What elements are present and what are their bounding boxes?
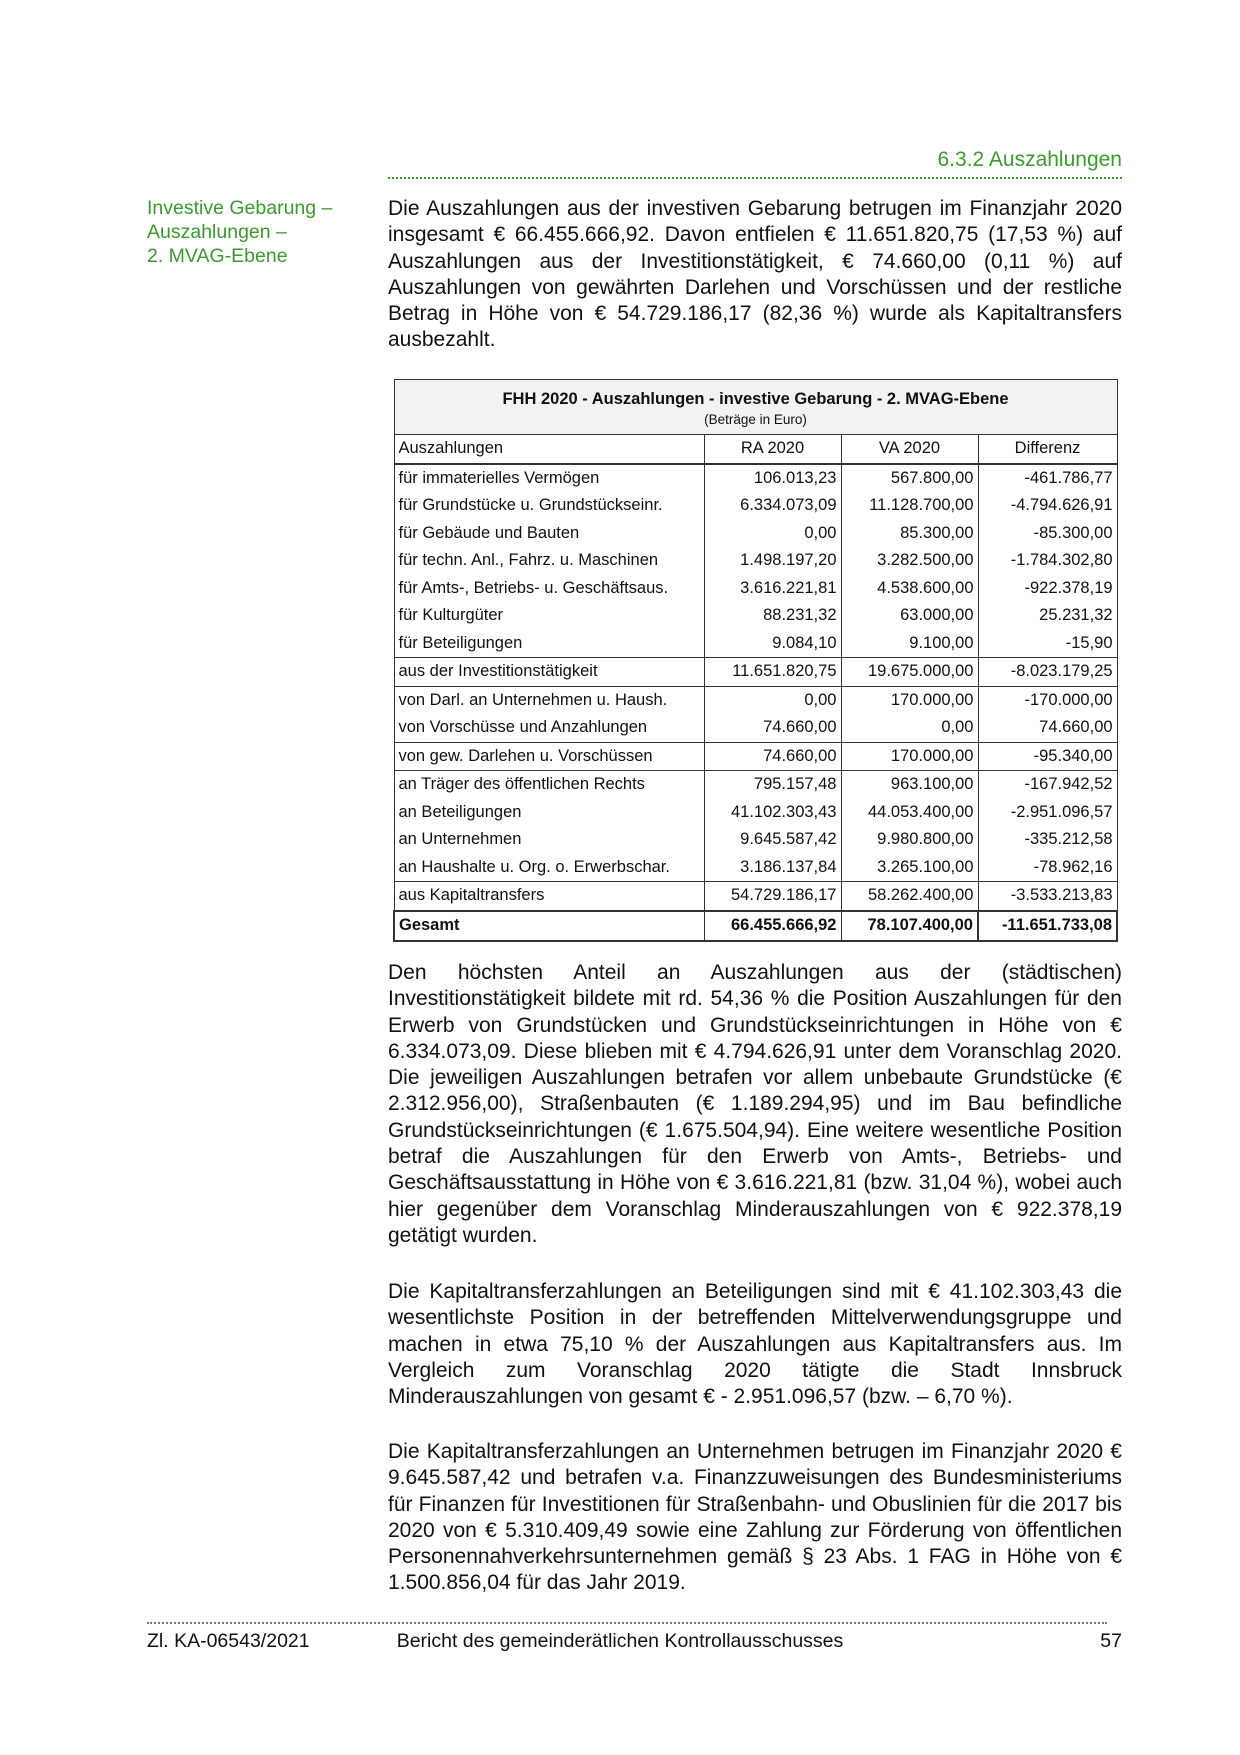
row-label: für Kulturgüter bbox=[394, 602, 704, 630]
cell-ra-2020: 41.102.303,43 bbox=[704, 799, 841, 827]
table-body bbox=[394, 464, 1117, 941]
table-row bbox=[394, 575, 1117, 603]
row-label: für techn. Anl., Fahrz. u. Maschinen bbox=[394, 547, 704, 575]
finance-table-container bbox=[393, 379, 1116, 942]
cell-va-2020: 78.107.400,00 bbox=[841, 911, 978, 941]
cell-va-2020: 3.282.500,00 bbox=[841, 547, 978, 575]
table-row bbox=[394, 464, 1117, 493]
row-label: für Beteiligungen bbox=[394, 630, 704, 658]
cell-difference: -95.340,00 bbox=[978, 742, 1117, 771]
table-row bbox=[394, 492, 1117, 520]
row-label: Gesamt bbox=[394, 911, 704, 941]
cell-va-2020: 170.000,00 bbox=[841, 686, 978, 714]
cell-va-2020: 3.265.100,00 bbox=[841, 854, 978, 882]
cell-va-2020: 63.000,00 bbox=[841, 602, 978, 630]
row-label: an Träger des öffentlichen Rechts bbox=[394, 771, 704, 799]
cell-va-2020: 9.980.800,00 bbox=[841, 826, 978, 854]
cell-ra-2020: 9.645.587,42 bbox=[704, 826, 841, 854]
cell-ra-2020: 795.157,48 bbox=[704, 771, 841, 799]
cell-ra-2020: 66.455.666,92 bbox=[704, 911, 841, 941]
paragraph-participations: Die Kapitaltransferzahlungen an Beteiligungen sind mit € 41.102.303,43 die wesentlichste Position in der betreffenden Mittelverwendungsgruppe und machen in etwa 75,10 % der Auszahlungen aus Kapitaltransfers aus. Im Vergleich zum Voranschlag 2020 tätigte die Stadt Innsbruck Minderauszahlungen von gesamt € - 2.951.096,57 (bzw. – 6,70 %). bbox=[388, 1280, 1122, 1409]
margin-note-line-2: Auszahlungen – bbox=[147, 221, 287, 243]
table-row bbox=[394, 799, 1117, 827]
table-row bbox=[394, 547, 1117, 575]
cell-ra-2020: 74.660,00 bbox=[704, 742, 841, 771]
cell-ra-2020: 3.616.221,81 bbox=[704, 575, 841, 603]
column-header-va: VA 2020 bbox=[841, 435, 978, 464]
cell-va-2020: 567.800,00 bbox=[841, 464, 978, 493]
finance-table bbox=[393, 379, 1118, 942]
footer-reference: Zl. KA-06543/2021 bbox=[147, 1630, 310, 1652]
heading-divider bbox=[388, 177, 1122, 179]
cell-va-2020: 44.053.400,00 bbox=[841, 799, 978, 827]
cell-va-2020: 4.538.600,00 bbox=[841, 575, 978, 603]
margin-note-line-1: Investive Gebarung – bbox=[147, 197, 333, 219]
page-number: 57 bbox=[1100, 1630, 1122, 1652]
cell-va-2020: 19.675.000,00 bbox=[841, 658, 978, 687]
cell-difference: 25.231,32 bbox=[978, 602, 1117, 630]
cell-ra-2020: 1.498.197,20 bbox=[704, 547, 841, 575]
cell-ra-2020: 9.084,10 bbox=[704, 630, 841, 658]
cell-ra-2020: 0,00 bbox=[704, 520, 841, 548]
cell-va-2020: 963.100,00 bbox=[841, 771, 978, 799]
row-label: für Amts-, Betriebs- u. Geschäftsaus. bbox=[394, 575, 704, 603]
cell-difference: -3.533.213,83 bbox=[978, 882, 1117, 911]
cell-difference: -335.212,58 bbox=[978, 826, 1117, 854]
cell-ra-2020: 6.334.073,09 bbox=[704, 492, 841, 520]
column-header-label: Auszahlungen bbox=[394, 435, 704, 464]
table-subtotal-row bbox=[394, 882, 1117, 911]
cell-ra-2020: 88.231,32 bbox=[704, 602, 841, 630]
row-label: für immaterielles Vermögen bbox=[394, 464, 704, 493]
row-label: von Darl. an Unternehmen u. Haush. bbox=[394, 686, 704, 714]
table-subtitle: (Beträge in Euro) bbox=[704, 412, 807, 427]
row-label: an Beteiligungen bbox=[394, 799, 704, 827]
paragraph-investment: Den höchsten Anteil an Auszahlungen aus der (städtischen) Investitionstätigkeit bildete mit rd. 54,36 % die Position Auszahlungen für den Erwerb von Grundstücken und Grundstückseinrichtungen in Höhe von € 6.334.073,09. Diese blieben mit € 4.794.626,91 unter dem Voranschlag 2020. Die jeweiligen Auszahlungen betrafen vor allem unbebaute Grundstücke (€ 2.312.956,00), Straßenbauten (€ 1.189.294,95) und im Bau befindliche Grundstückseinrichtungen (€ 1.675.504,94). Eine weitere wesentliche Position betraf die Auszahlungen für den Erwerb von Amts-, Betriebs- und Geschäftsausstattung in Höhe von € 3.616.221,81 (bzw. 31,04 %), wobei auch hier gegenüber dem Voranschlag Minderauszahlungen von € 922.378,19 getätigt wurden. bbox=[388, 961, 1122, 1247]
row-label: an Unternehmen bbox=[394, 826, 704, 854]
column-header-ra: RA 2020 bbox=[704, 435, 841, 464]
cell-difference: -4.794.626,91 bbox=[978, 492, 1117, 520]
table-row bbox=[394, 520, 1117, 548]
row-label: für Gebäude und Bauten bbox=[394, 520, 704, 548]
cell-va-2020: 170.000,00 bbox=[841, 742, 978, 771]
row-label: von Vorschüsse und Anzahlungen bbox=[394, 714, 704, 742]
paragraph-enterprises: Die Kapitaltransferzahlungen an Unternehmen betrugen im Finanzjahr 2020 € 9.645.587,42 und betrafen v.a. Finanzzuweisungen des Bundesministeriums für Finanzen für Investitionen für Straßenbahn- und Obuslinien für die 2017 bis 2020 von € 5.310.409,49 sowie eine Zahlung zur Förderung von öffentlichen Personennahverkehrsunternehmen gemäß § 23 Abs. 1 FAG in Höhe von € 1.500.856,04 für das Jahr 2019. bbox=[388, 1440, 1122, 1595]
column-header-diff: Differenz bbox=[978, 435, 1117, 464]
cell-ra-2020: 54.729.186,17 bbox=[704, 882, 841, 911]
margin-note bbox=[147, 196, 377, 268]
paragraph-intro: Die Auszahlungen aus der investiven Gebarung betrugen im Finanzjahr 2020 insgesamt € 66.455.666,92. Davon entfielen € 11.651.820,75 (17,53 %) auf Auszahlungen aus der Investitionstätigkeit, € 74.660,00 (0,11 %) auf Auszahlungen von gewährten Darlehen und Vorschüssen und der restliche Betrag in Höhe von € 54.729.186,17 (82,36 %) wurde als Kapitaltransfers ausbezahlt. bbox=[388, 197, 1122, 352]
row-label: aus der Investitionstätigkeit bbox=[394, 658, 704, 687]
table-total-row bbox=[394, 911, 1117, 941]
table-row bbox=[394, 854, 1117, 882]
cell-difference: -78.962,16 bbox=[978, 854, 1117, 882]
row-label: an Haushalte u. Org. o. Erwerbschar. bbox=[394, 854, 704, 882]
cell-va-2020: 9.100,00 bbox=[841, 630, 978, 658]
margin-note-line-3: 2. MVAG-Ebene bbox=[147, 245, 288, 267]
table-row bbox=[394, 826, 1117, 854]
table-title: FHH 2020 - Auszahlungen - investive Gebarung - 2. MVAG-Ebene bbox=[502, 390, 1009, 408]
cell-difference: -167.942,52 bbox=[978, 771, 1117, 799]
row-label: aus Kapitaltransfers bbox=[394, 882, 704, 911]
cell-difference: -1.784.302,80 bbox=[978, 547, 1117, 575]
table-subtotal-row bbox=[394, 742, 1117, 771]
section-heading: 6.3.2 Auszahlungen bbox=[937, 148, 1122, 171]
table-subtotal-row bbox=[394, 658, 1117, 687]
cell-ra-2020: 3.186.137,84 bbox=[704, 854, 841, 882]
table-row bbox=[394, 602, 1117, 630]
table-row bbox=[394, 630, 1117, 658]
cell-difference: -8.023.179,25 bbox=[978, 658, 1117, 687]
cell-difference: 74.660,00 bbox=[978, 714, 1117, 742]
table-row bbox=[394, 714, 1117, 742]
cell-ra-2020: 106.013,23 bbox=[704, 464, 841, 493]
cell-ra-2020: 74.660,00 bbox=[704, 714, 841, 742]
cell-difference: -461.786,77 bbox=[978, 464, 1117, 493]
footer-divider bbox=[147, 1622, 1107, 1624]
cell-difference: -170.000,00 bbox=[978, 686, 1117, 714]
table-row bbox=[394, 771, 1117, 799]
row-label: für Grundstücke u. Grundstückseinr. bbox=[394, 492, 704, 520]
cell-difference: -11.651.733,08 bbox=[978, 911, 1117, 941]
table-title-cell bbox=[394, 380, 1117, 435]
cell-va-2020: 58.262.400,00 bbox=[841, 882, 978, 911]
table-row bbox=[394, 686, 1117, 714]
cell-va-2020: 0,00 bbox=[841, 714, 978, 742]
cell-difference: -2.951.096,57 bbox=[978, 799, 1117, 827]
cell-va-2020: 11.128.700,00 bbox=[841, 492, 978, 520]
cell-ra-2020: 0,00 bbox=[704, 686, 841, 714]
cell-difference: -922.378,19 bbox=[978, 575, 1117, 603]
cell-va-2020: 85.300,00 bbox=[841, 520, 978, 548]
row-label: von gew. Darlehen u. Vorschüssen bbox=[394, 742, 704, 771]
footer-title: Bericht des gemeinderätlichen Kontrollausschusses bbox=[396, 1630, 844, 1652]
cell-difference: -85.300,00 bbox=[978, 520, 1117, 548]
cell-ra-2020: 11.651.820,75 bbox=[704, 658, 841, 687]
cell-difference: -15,90 bbox=[978, 630, 1117, 658]
table-header-row bbox=[394, 435, 1117, 464]
